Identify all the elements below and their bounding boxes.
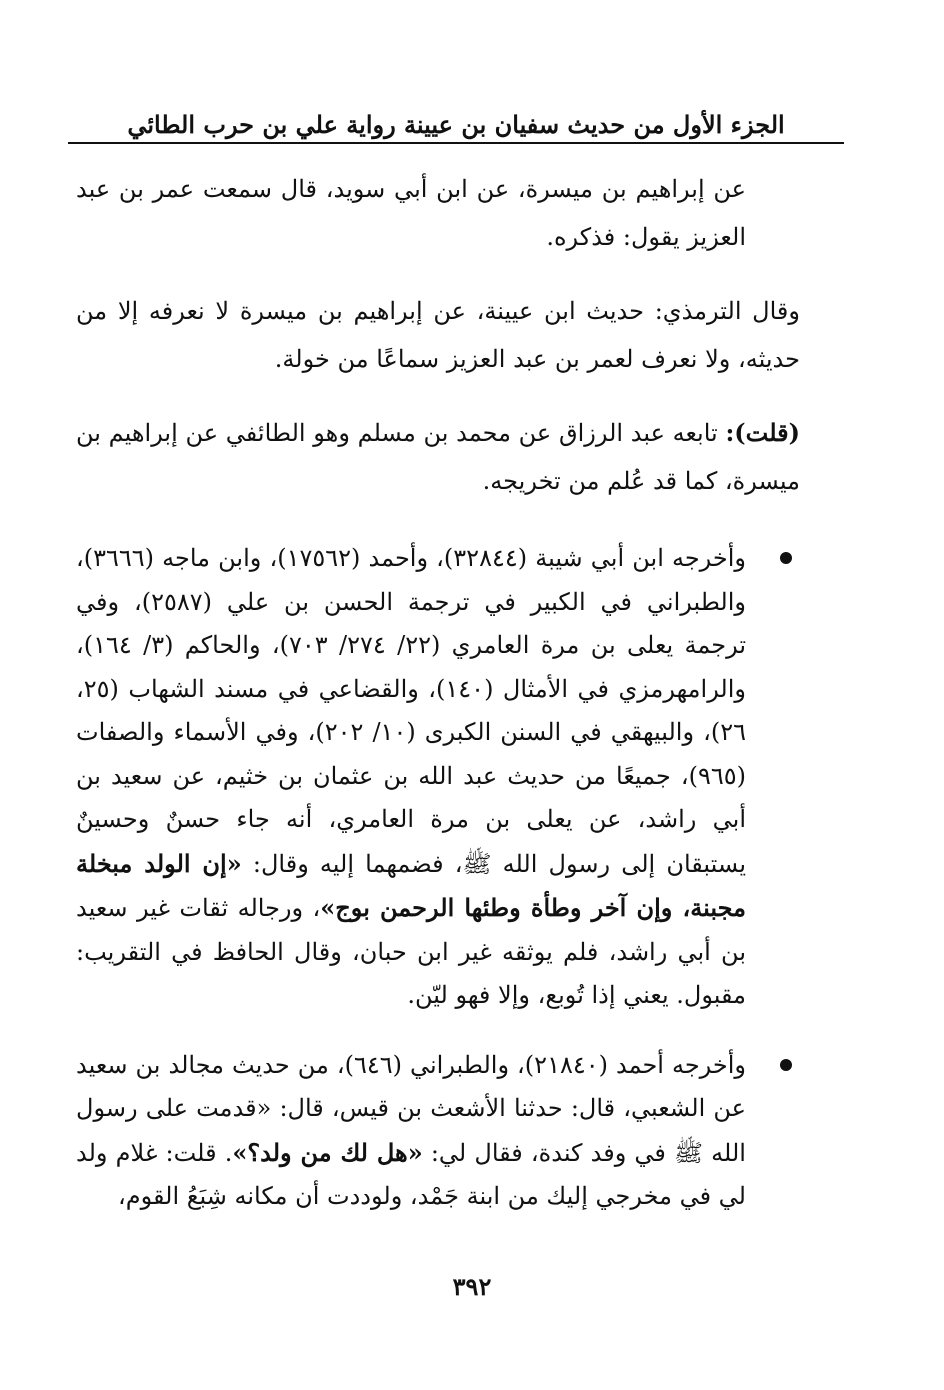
takhrij-item-1 bbox=[76, 537, 844, 1018]
paragraph-note bbox=[76, 409, 844, 505]
header-rule bbox=[68, 142, 844, 144]
takhrij-item-1-hadith-quote: «إن الولد مبخلة مجبنة، وإن آخر وطأة وطئها الرحمن بوج» bbox=[76, 848, 747, 922]
note-text: تابعه عبد الرزاق عن محمد بن مسلم وهو الطائفي عن إبراهيم بن ميسرة، كما قد عُلم من تخريجه. bbox=[76, 419, 800, 495]
takhrij-item-2-hadith-quote: «هل لك من ولد؟» bbox=[232, 1137, 423, 1167]
takhrij-item-2-text-a: وأخرجه أحمد (٢١٨٤٠)، والطبراني (٦٤٦)، من حديث مجالد بن سعيد عن الشعبي، قال: حدثنا الأشعث بن قيس، قال: bbox=[76, 1050, 746, 1122]
takhrij-item-2-text-b: . قلت: غلام ولد لي في مخرجي إليك من ابنة جَمْد، ولوددت أن مكانه شِبَعُ القوم، bbox=[76, 1138, 746, 1210]
takhrij-item-2-quote: «قدمت على رسول الله ﷺ في وفد كندة، فقال لي: bbox=[76, 1094, 746, 1167]
paragraph-tirmidhi bbox=[76, 287, 844, 383]
bullet-icon bbox=[780, 552, 792, 564]
takhrij-item-1-text-b: ، ورجاله ثقات غير سعيد بن أبي راشد، فلم يوثقه غير ابن حبان، وقال الحافظ في التقريب: مقبول. يعني إذا تُوبع، وإلا فهو ليّن. bbox=[76, 894, 747, 1009]
takhrij-item-1-text-a: وأخرجه ابن أبي شيبة (٣٢٨٤٤)، وأحمد (١٧٥٦٢)، وابن ماجه (٣٦٦٦)، والطبراني في الكبير في ترجمة الحسن بن علي (٢٥٨٧)، وفي ترجمة يعلى بن مرة العامري (٢٢/ ٢٧٤/ ٧٠٣)، والحاكم (٣/ ١٦٤)، والرامهرمزي في الأمثال (١٤٠)، والقضاعي في مسند الشهاب (٢٥، ٢٦)، والبيهقي في السنن الكبرى (١٠/ ٢٠٢)، وفي الأسماء والصفات (٩٦٥)، جميعًا من حديث عبد الله بن عثمان بن خثيم، عن سعيد بن أبي راشد، عن يعلى بن مرة العامري، أنه جاء حسنٌ وحسينٌ يستبقان إلى رسول الله ﷺ، فضمهما إليه وقال: bbox=[76, 544, 747, 878]
note-label: (قلت): bbox=[725, 418, 800, 447]
paragraph-tirmidhi-text: وقال الترمذي: حديث ابن عيينة، عن إبراهيم بن ميسرة لا نعرفه إلا من حديثه، ولا نعرف لعمر بن عبد العزيز سماعًا من خولة. bbox=[76, 297, 800, 373]
takhrij-item-2 bbox=[76, 1044, 844, 1219]
page-number: ٣٩٢ bbox=[452, 1272, 492, 1301]
bullet-icon bbox=[780, 1059, 792, 1071]
paragraph-isnad: عن إبراهيم بن ميسرة، عن ابن أبي سويد، قال سمعت عمر بن عبد العزيز يقول: فذكره. bbox=[76, 175, 746, 251]
running-header: الجزء الأول من حديث سفيان بن عيينة رواية علي بن حرب الطائي bbox=[127, 110, 785, 139]
page-body bbox=[76, 165, 844, 1245]
